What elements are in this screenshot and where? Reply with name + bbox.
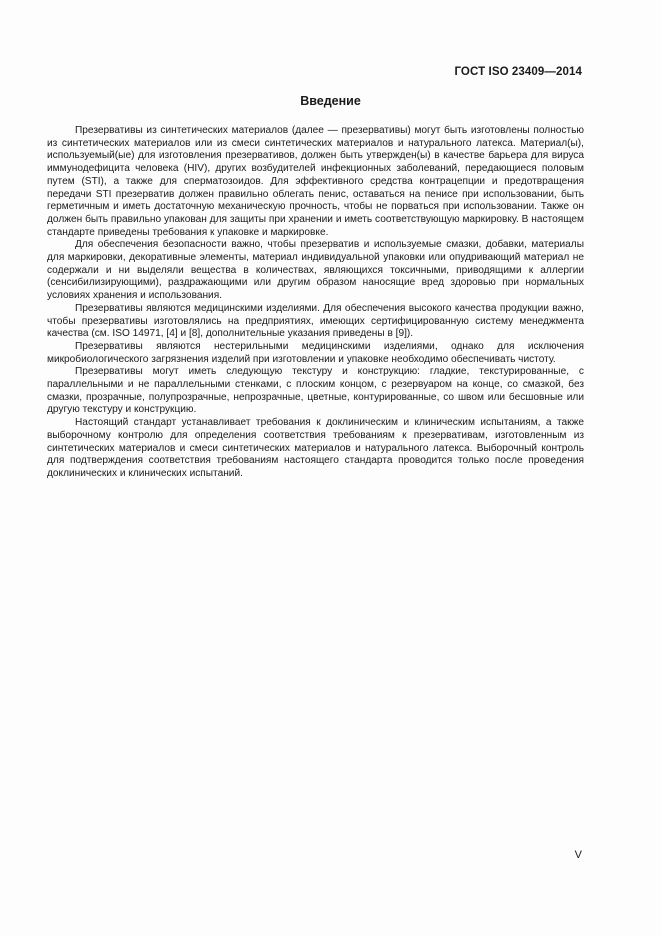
paragraph-2: Для обеспечения безопасности важно, чтобы презерватив и используемые смазки, добавки, материалы для маркировки, декоративные элементы, материал индивидуальной упаковки или опудривающий материал не содержали и ни выделяли вещества в количествах, являющихся токсичными, приводящими к аллергии (сенсибилизирующими), раздражающими или другим образом наносящие вред здоровью при нормальных условиях хранения и использования. — [47, 239, 584, 302]
paragraph-4: Презервативы являются нестерильными медицинскими изделиями, однако для исключения микробиологического загрязнения изделий при изготовлении и упаковке необходимо обеспечивать чистоту. — [47, 340, 584, 365]
paragraph-5: Презервативы могут иметь следующую текстуру и конструкцию: гладкие, текстурированные, с параллельными и не параллельными стенками, с плоским концом, с резервуаром на конце, со смазкой, без смазки, прозрачные, полупрозрачные, непрозрачные, цветные, контурированные, со швом или бесшовные или другую текстуру и конструкцию. — [47, 366, 584, 416]
section-title: Введение — [300, 94, 361, 108]
introduction-body — [47, 125, 584, 481]
paragraph-1: Презервативы из синтетических материалов (далее — презервативы) могут быть изготовлены полностью из синтетических материалов или из смеси синтетических материалов и натурального латекса. Материал(ы), используемый(ые) для изготовления презервативов, должен быть утвержден(ы) в качестве барьера для вируса иммунодефицита человека (HIV), других возбудителей инфекционных заболеваний, передающиеся половым путем (STI), а также для сперматозоидов. Для эффективного средства контрацепции и предотвращения передачи STI презерватив должен правильно облегать пенис, оставаться на пенисе при использовании, быть герметичным и иметь достаточную механическую прочность, чтобы не порваться при использовании. Также он должен быть правильно упакован для защиты при хранении и иметь соответствующую маркировку. В настоящем стандарте приведены требования к упаковке и маркировке. — [47, 125, 584, 238]
page-number: V — [574, 849, 582, 861]
paragraph-3: Презервативы являются медицинскими изделиями. Для обеспечения высокого качества продукции важно, чтобы презервативы изготовлялись на предприятиях, имеющих сертифицированную систему менеджмента качества (см. ISO 14971, [4] и [8], дополнительные указания приведены в [9]). — [47, 302, 584, 340]
paragraph-6: Настоящий стандарт устанавливает требования к доклиническим и клиническим испытаниям, а также выборочному контролю для определения соответствия требованиям к презервативам, изготовленным из синтетических материалов и смеси синтетических материалов и натурального латекса. Выборочный контроль для подтверждения соответствия требованиям настоящего стандарта проводится только после проведения доклинических и клинических испытаний. — [47, 417, 584, 479]
standard-id-header: ГОСТ ISO 23409—2014 — [454, 66, 582, 78]
